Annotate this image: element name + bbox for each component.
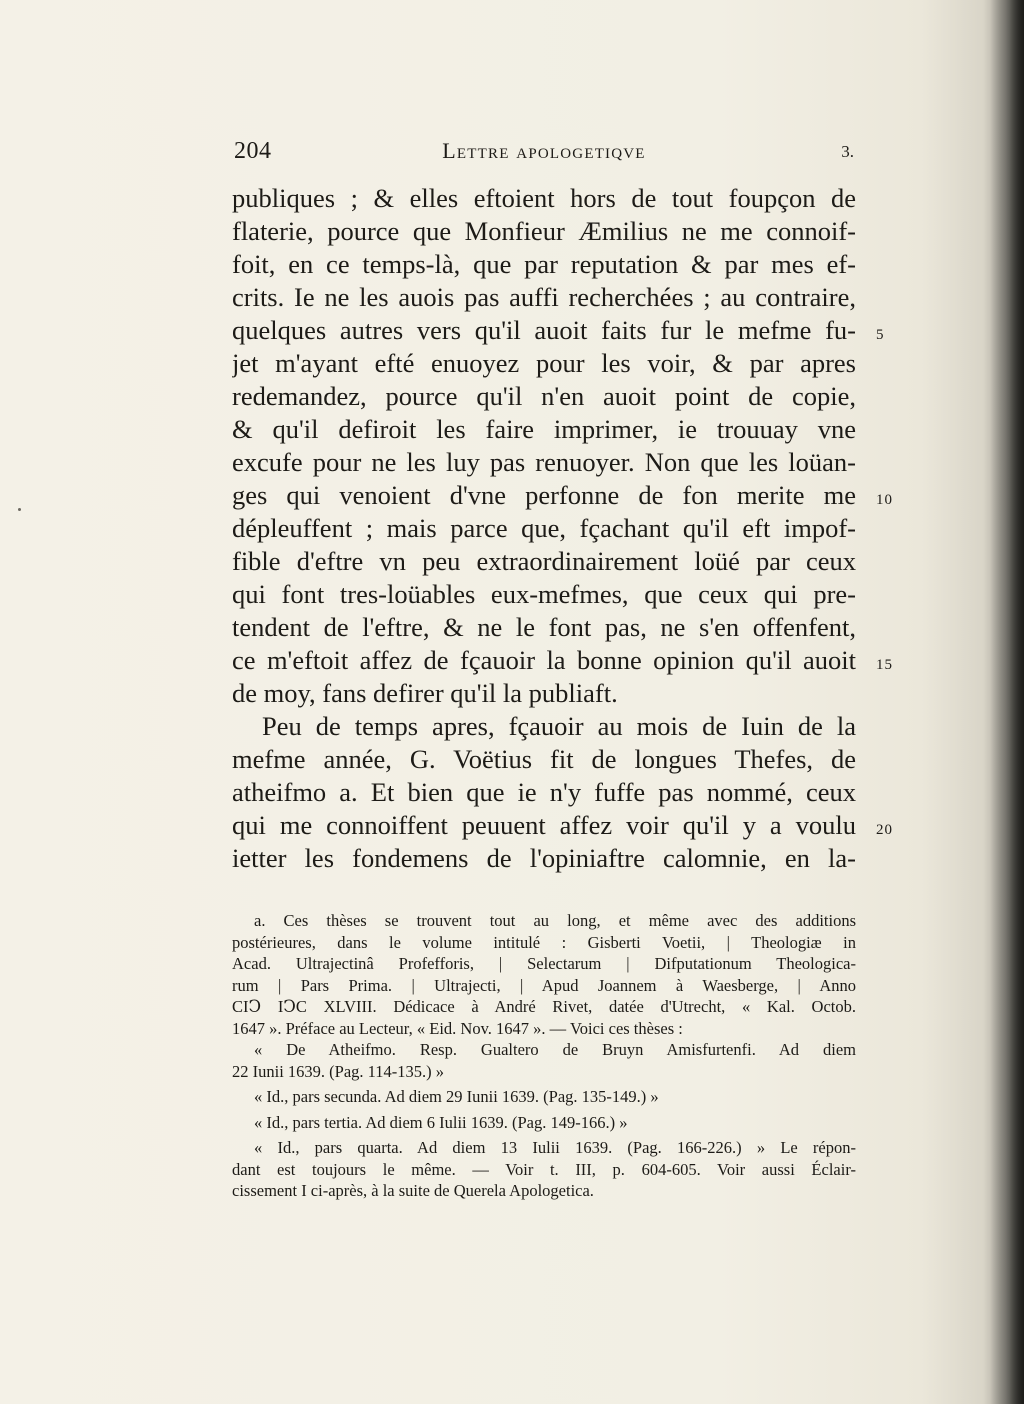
footnote-line: 1647 ». Préface au Lecteur, « Eid. Nov. 1647 ». — Voici ces thèses : — [232, 1018, 683, 1038]
body-line: de moy, fans defirer qu'il la publiaft. — [232, 678, 618, 708]
body-line: crits. Ie ne les auois pas auffi recherchées ; au contraire, — [232, 282, 856, 312]
body-line: redemandez, pource qu'il n'en auoit point de copie, — [232, 381, 856, 411]
binding-shadow — [990, 0, 1024, 1404]
footnotes — [232, 910, 856, 1202]
body-line: ce m'eftoit affez de fçauoir la bonne opinion qu'il auoit — [232, 645, 856, 675]
body-line: excufe pour ne les luy pas renuoyer. Non que les loüan- — [232, 447, 856, 477]
running-title: Lettre apologetiqve — [442, 138, 646, 163]
footnote-line: Acad. Ultrajectinâ Profefforis, | Selectarum | Difputationum Theologica- — [232, 954, 856, 973]
line-number: 15 — [876, 657, 893, 673]
body-line: tendent de l'eftre, & ne le font pas, ne s'en offenfent, — [232, 612, 856, 642]
footnote-line: 22 Iunii 1639. (Pag. 114-135.) » — [232, 1061, 445, 1081]
running-head — [234, 138, 854, 174]
page-number: 204 — [234, 138, 272, 164]
margin-speck — [18, 508, 21, 511]
body-line: ges qui venoient d'vne perfonne de fon merite me — [232, 480, 856, 510]
line-number: 10 — [876, 492, 893, 508]
footnote-line: a. Ces thèses se trouvent tout au long, et même avec des additions — [254, 911, 856, 930]
body-line: quelques autres vers qu'il auoit faits fur le mefme fu- — [232, 315, 856, 345]
line-number: 5 — [876, 327, 885, 343]
body-line: qui me connoiffent peuuent affez voir qu'il y a voulu — [232, 810, 856, 840]
footnote-line: « Id., pars tertia. Ad diem 6 Iulii 1639. (Pag. 149-166.) » — [254, 1112, 628, 1132]
body-line: & qu'il defiroit les faire imprimer, ie trouuay vne — [232, 414, 856, 444]
body-line: fible d'eftre vn peu extraordinairement loüé par ceux — [232, 546, 856, 576]
line-number: 20 — [876, 822, 893, 838]
body-line: mefme année, G. Voëtius fit de longues Thefes, de — [232, 744, 856, 774]
body-line: flaterie, pource que Monfieur Æmilius ne me connoif- — [232, 216, 856, 246]
footnote-line: cissement I ci-après, à la suite de Querela Apologetica. — [232, 1181, 594, 1200]
body-line: dépleuffent ; mais parce que, fçachant qu'il eft impof- — [232, 513, 856, 543]
body-line: foit, en ce temps-là, que par reputation & par mes ef- — [232, 249, 856, 279]
body-line: atheifmo a. Et bien que ie n'y fuffe pas nommé, ceux — [232, 777, 856, 807]
body-line: qui font tres-loüables eux-mefmes, que ceux qui pre- — [232, 579, 856, 609]
footnote-line: CIↃ IↃC XLVIII. Dédicace à André Rivet, datée d'Utrecht, « Kal. Octob. — [232, 997, 856, 1016]
footnote-line: « Id., pars quarta. Ad diem 13 Iulii 1639. (Pag. 166-226.) » Le répon- — [254, 1138, 856, 1157]
footnote-line: « De Atheifmo. Resp. Gualtero de Bruyn Amisfurtenfi. Ad diem — [254, 1040, 856, 1059]
body-line: publiques ; & elles eftoient hors de tout foupçon de — [232, 183, 856, 213]
letter-number: 3. — [841, 142, 854, 161]
footnote-line: rum | Pars Prima. | Ultrajecti, | Apud Joannem à Waesberge, | Anno — [232, 975, 856, 995]
body-text — [232, 182, 856, 875]
footnote-line: « Id., pars secunda. Ad diem 29 Iunii 1639. (Pag. 135-149.) » — [254, 1087, 659, 1106]
footnote-line: postérieures, dans le volume intitulé : Gisberti Voetii, | Theologiæ in — [232, 932, 856, 952]
footnote-line: dant est toujours le même. — Voir t. III, p. 604-605. Voir aussi Éclair- — [232, 1159, 856, 1179]
body-line: ietter les fondemens de l'opiniaftre calomnie, en la- — [232, 843, 856, 873]
body-line: Peu de temps apres, fçauoir au mois de Iuin de la — [262, 711, 856, 741]
body-line: jet m'ayant efté enuoyez pour les voir, & par apres — [232, 348, 856, 378]
